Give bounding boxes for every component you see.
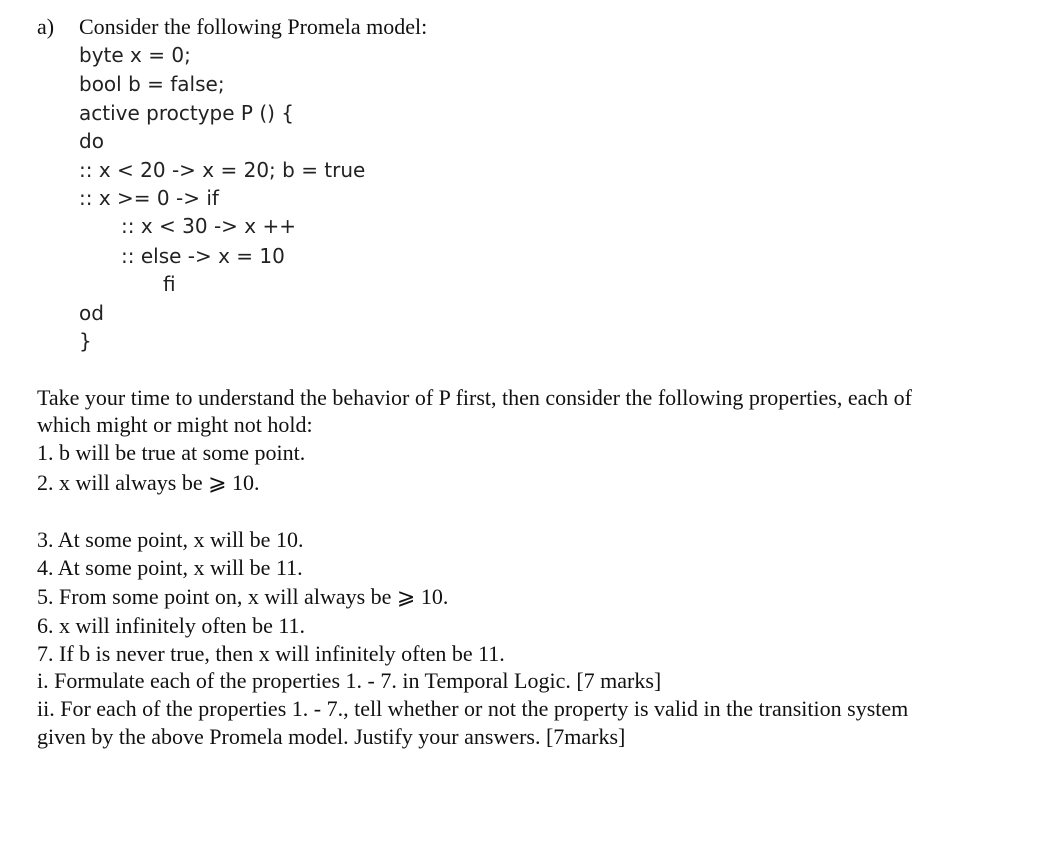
property-item: 4. At some point, x will be 11. [37,555,303,580]
code-line: :: x < 20 -> x = 20; b = true [79,158,366,182]
question-label: a) [37,14,55,39]
code-line: do [79,129,104,153]
code-line: :: x >= 0 -> if [79,186,219,210]
task-item: i. Formulate each of the properties 1. - 7. in Temporal Logic. [7 marks] [37,668,662,693]
code-line: :: else -> x = 10 [121,244,285,268]
question-intro: Consider the following Promela model: [79,14,428,39]
code-line: byte x = 0; [79,43,191,67]
code-line: fi [163,272,176,296]
code-line: } [79,329,92,353]
code-line: bool b = false; [79,72,225,96]
paragraph-line: which might or might not hold: [37,412,313,437]
task-item: given by the above Promela model. Justify your answers. [7marks] [37,724,626,749]
code-line: :: x < 30 -> x ++ [121,214,296,238]
code-line: od [79,301,104,325]
property-item: 7. If b is never true, then x will infinitely often be 11. [37,641,505,666]
task-item: ii. For each of the properties 1. - 7., tell whether or not the property is valid in the transition system [37,696,909,721]
property-item: 5. From some point on, x will always be ⩾ 10. [37,584,449,609]
property-item: 3. At some point, x will be 10. [37,527,304,552]
property-item: 6. x will infinitely often be 11. [37,613,306,638]
code-line: active proctype P () { [79,101,294,125]
property-item: 2. x will always be ⩾ 10. [37,470,260,495]
property-item: 1. b will be true at some point. [37,440,306,465]
paragraph-line: Take your time to understand the behavior of P first, then consider the following properties, each of [37,385,912,410]
